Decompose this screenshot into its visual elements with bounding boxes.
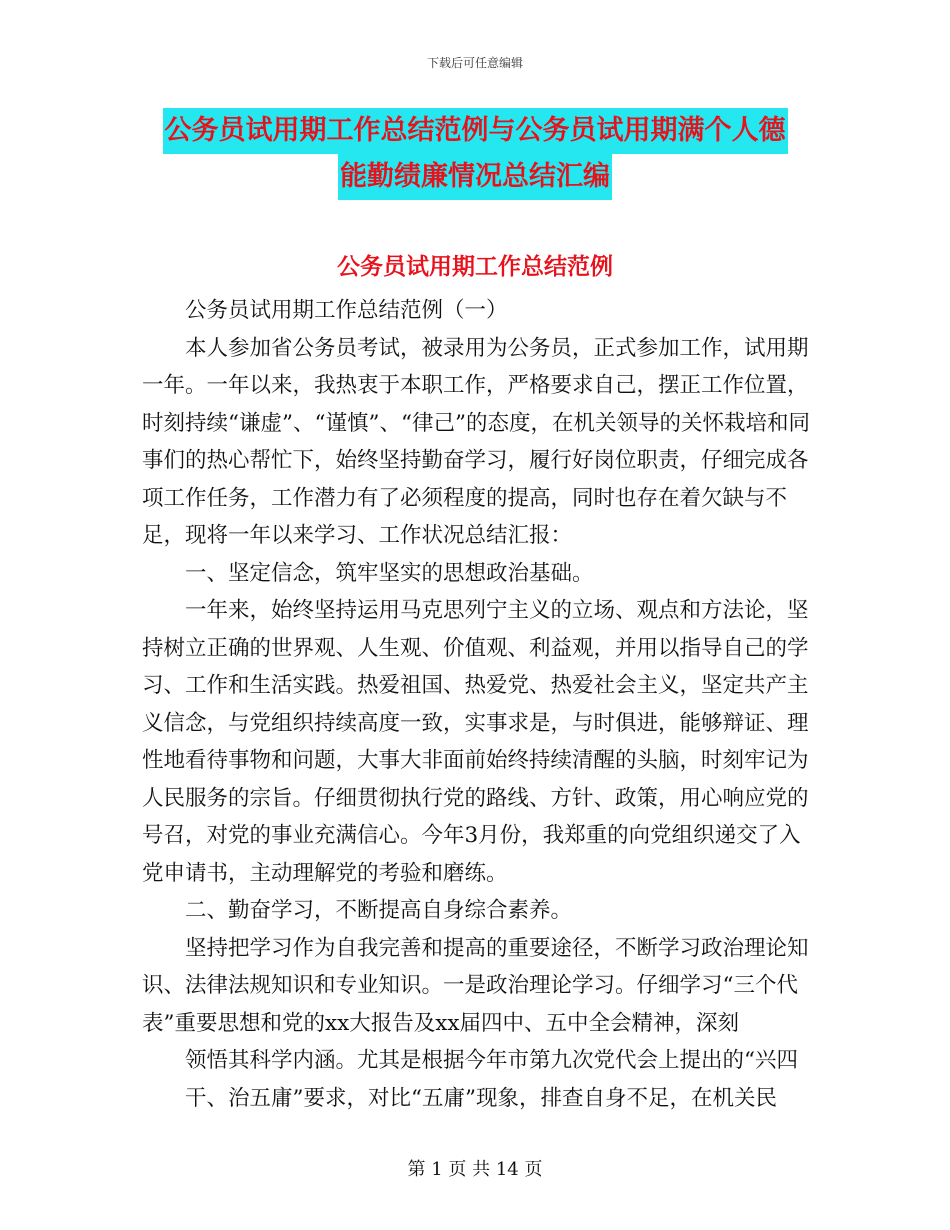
- header-note: 下载后可任意编辑: [426, 56, 523, 70]
- paragraph-section-2: 坚持把学习作为自我完善和提高的重要途径，不断学习政治理论知识、法律法规知识和专业知识。一是政治理论学习。仔细学习“三个代表”重要思想和党的xx大报告及xx届四中、五中全会精神，深刻: [142, 935, 809, 1036]
- paragraph-heading: 公务员试用期工作总结范例（一）: [185, 298, 508, 323]
- document-title: [0, 108, 950, 200]
- paragraph-intro: 本人参加省公务员考试，被录用为公务员，正式参加工作，试用期一年。一年以来，我热衷于本职工作，严格要求自己，摆正工作位置，时刻持续“谦虚”、“谨慎”、“律己”的态度，在机关领导的关怀栽培和同事们的热心帮忙下，始终坚持勤奋学习，履行好岗位职责，仔细完成各项工作任务，工作潜力有了必须程度的提高，同时也存在着欠缺与不足，现将一年以来学习、工作状况总结汇报：: [142, 335, 810, 548]
- page-footer: 第 1 页 共 14 页: [407, 1159, 543, 1180]
- paragraph-section-1: 一年来，始终坚持运用马克思列宁主义的立场、观点和方法论，坚持树立正确的世界观、人生观、价值观、利益观，并用以指导自己的学习、工作和生活实践。热爱祖国、热爱党、热爱社会主义，坚定共产主义信念，与党组织持续高度一致，实事求是，与时俱进，能够辩证、理性地看待事物和问题，大事大非面前始终持续清醒的头脑，时刻牢记为人民服务的宗旨。仔细贯彻执行党的路线、方针、政策，用心响应党的号召，对党的事业充满信心。今年3月份，我郑重的向党组织递交了入党申请书，主动理解党的考验和磨练。: [142, 598, 809, 886]
- section-heading-2: 二、勤奋学习，不断提高自身综合素养。: [185, 898, 573, 923]
- title-line-1: 公务员试用期工作总结范例与公务员试用期满个人德: [163, 108, 788, 154]
- paragraph-continuation: 领悟其科学内涵。尤其是根据今年市第九次党代会上提出的“兴四干、治五庸”要求，对比“五庸”现象，排查自身不足，在机关民: [185, 1048, 798, 1111]
- section-subtitle: 公务员试用期工作总结范例: [337, 254, 613, 280]
- title-line-2: 能勤绩廉情况总结汇编: [338, 154, 612, 200]
- document-body: [142, 292, 810, 1117]
- section-heading-1: 一、坚定信念，筑牢坚实的思想政治基础。: [185, 560, 594, 586]
